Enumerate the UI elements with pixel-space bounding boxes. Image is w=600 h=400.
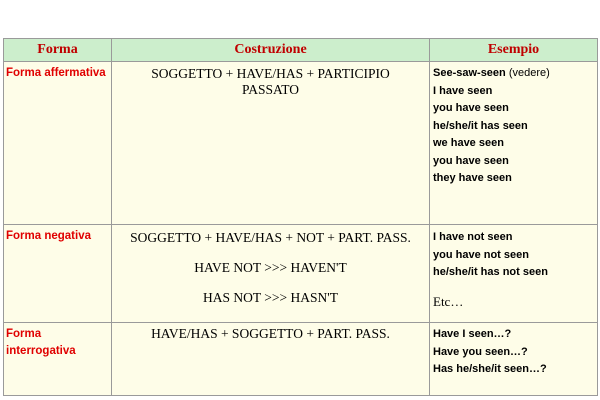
construction-line: HAVE/HAS + SOGGETTO + PART. PASS.	[151, 326, 390, 341]
example-line	[430, 65, 597, 83]
construction-line: SOGGETTO + HAVE/HAS + NOT + PART. PASS.	[130, 230, 411, 245]
table-row	[4, 225, 598, 323]
form-label-interrogativa	[4, 323, 111, 360]
forma-cell	[4, 225, 112, 323]
example-etc: Etc…	[433, 293, 464, 309]
example-line: Have I seen…?	[433, 328, 512, 340]
example-line: he/she/it has not seen	[433, 266, 548, 278]
form-label-affermativa: Forma affermativa	[6, 67, 106, 79]
example-line: Have you seen…?	[433, 345, 528, 358]
form-label-negativa: Forma negativa	[6, 230, 91, 242]
example-verb-forms: See-saw-seen	[433, 67, 506, 79]
example-line: you have seen	[433, 102, 509, 114]
table-header-row	[4, 39, 598, 62]
example-line: Has he/she/it seen…?	[433, 363, 547, 375]
present-perfect-table	[3, 38, 598, 396]
example-line: you have seen	[433, 154, 509, 167]
construction-line: HAVE NOT >>> HAVEN'T	[194, 260, 347, 275]
costruzione-cell	[112, 62, 430, 225]
form-label-line: interrogativa	[6, 345, 76, 357]
construction-line: HAS NOT >>> HASN'T	[203, 290, 338, 305]
table-row	[4, 62, 598, 225]
example-line: he/she/it has seen	[433, 119, 528, 132]
example-line: we have seen	[433, 137, 504, 149]
form-label-line: Forma	[6, 328, 42, 340]
example-line: they have seen	[433, 172, 512, 184]
forma-cell	[4, 62, 112, 225]
esempio-cell	[430, 323, 598, 396]
header-forma: Forma	[4, 39, 112, 62]
construction-line: PASSATO	[241, 82, 300, 97]
example-line: you have not seen	[433, 248, 529, 261]
header-costruzione: Costruzione	[112, 39, 430, 62]
example-line: I have seen	[433, 84, 493, 97]
example-line: I have not seen	[433, 231, 513, 243]
costruzione-cell	[112, 323, 430, 396]
table-row	[4, 323, 598, 396]
header-esempio: Esempio	[430, 39, 598, 62]
construction-line: SOGGETTO + HAVE/HAS + PARTICIPIO	[151, 66, 390, 81]
costruzione-cell	[112, 225, 430, 323]
esempio-cell	[430, 62, 598, 225]
esempio-cell	[430, 225, 598, 323]
example-translation: (vedere)	[505, 67, 550, 79]
forma-cell	[4, 323, 112, 396]
